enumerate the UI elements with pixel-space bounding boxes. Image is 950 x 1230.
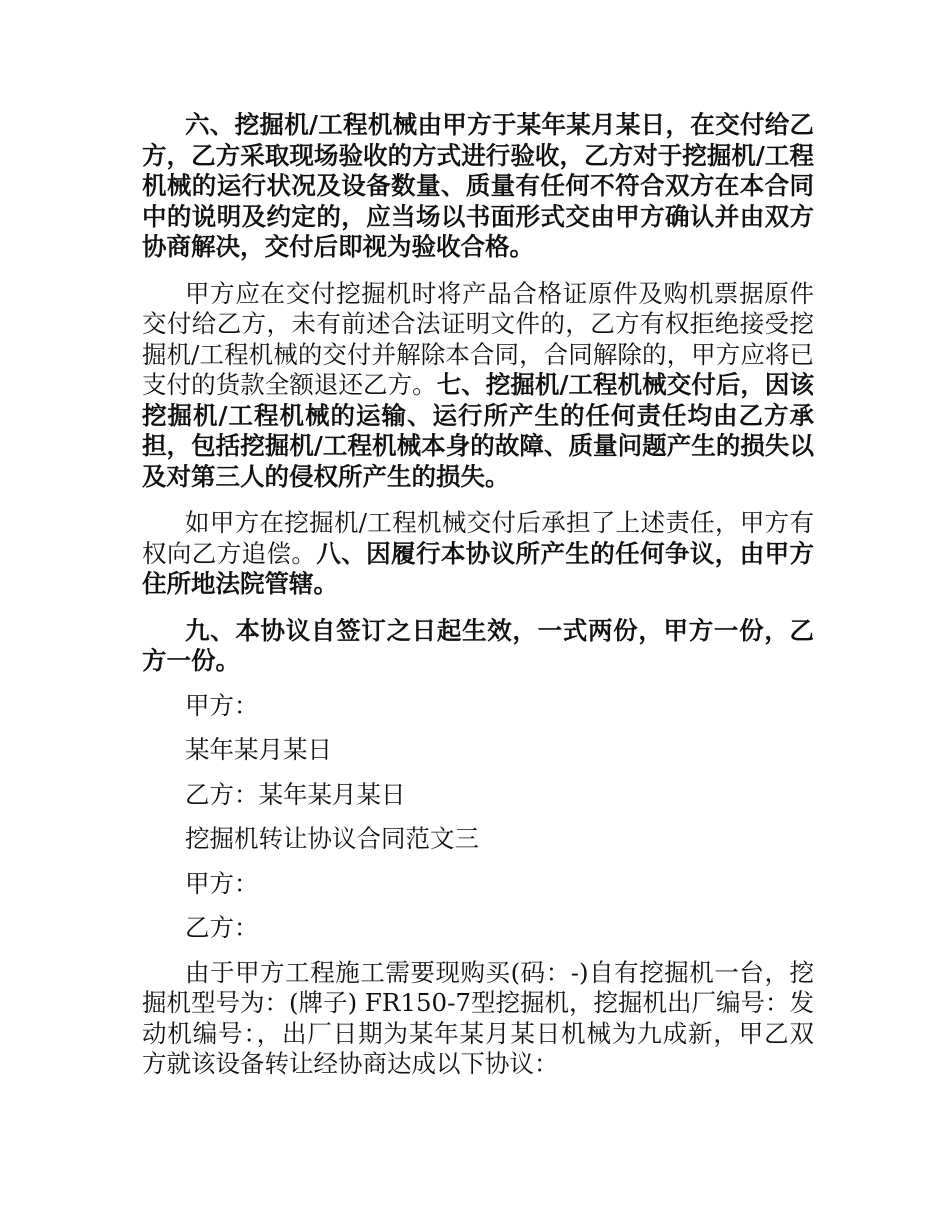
party-b-date: 乙方：某年某月某日 xyxy=(185,779,406,809)
clause-nine xyxy=(142,616,814,677)
party-b-label-2: 乙方： xyxy=(185,913,259,942)
clause-seven-text: 七、挖掘机/工程机械交付后，因该挖掘机/工程机械的运输、运行所产生的任何责任均由乙方承担，包括挖掘机/工程机械本身的故障、质量问题产生的损失以及对第三人的侵权所产生的损失。 xyxy=(142,370,814,491)
party-a-label-2: 甲方： xyxy=(185,868,259,898)
document-page xyxy=(142,110,814,1080)
delivery-docs-text: 甲方应在交付挖掘机时将产品合格证原件及购机票据原件交付给乙方，未有前述合法证明文件的，乙方有权拒绝接受挖掘机/工程机械的交付并解除本合同，合同解除的，甲方应将已支付的货款全额退还乙方。 xyxy=(142,278,814,399)
section-title: 挖掘机转让协议合同范文三 xyxy=(185,824,479,853)
intro-paragraph: 由于甲方工程施工需要现购买(码：-)自有挖掘机一台，挖掘机型号为：(牌子) FR150-7型挖掘机，挖掘机出厂编号：发动机编号：，出厂日期为某年某月某日机械为九成新，甲乙双方就该设备转让经协商达成以下协议： xyxy=(142,957,814,1078)
clause-delivery-docs xyxy=(142,279,814,493)
recourse-text: 如甲方在挖掘机/工程机械交付后承担了上述责任，甲方有权向乙方追偿。 xyxy=(142,508,814,568)
clause-six xyxy=(142,110,814,263)
party-a-date: 某年某月某日 xyxy=(185,735,332,764)
clause-recourse xyxy=(142,508,814,600)
clause-nine-text: 九、本协议自签订之日起生效，一式两份，甲方一份，乙方一份。 xyxy=(142,615,814,675)
party-a-label: 甲方： xyxy=(185,690,259,720)
clause-six-text: 六、挖掘机/工程机械由甲方于某年某月某日，在交付给乙方，乙方采取现场验收的方式进行验收，乙方对于挖掘机/工程机械的运行状况及设备数量、质量有任何不符合双方在本合同中的说明及约定的，应当场以书面形式交由甲方确认并由双方协商解决，交付后即视为验收合格。 xyxy=(142,110,814,261)
clause-eight-text: 八、因履行本协议所产生的任何争议，由甲方住所地法院管辖。 xyxy=(142,538,814,598)
